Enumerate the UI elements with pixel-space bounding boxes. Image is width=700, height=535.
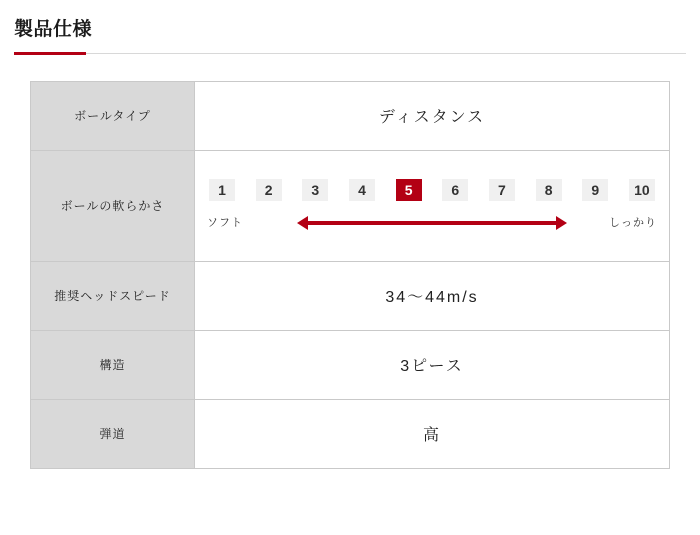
softness-legend xyxy=(205,211,659,233)
table-row xyxy=(31,150,670,261)
scale-number-5-selected: 5 xyxy=(396,179,422,201)
scale-number-8: 8 xyxy=(536,179,562,201)
softness-scale xyxy=(205,179,659,201)
arrow-right-head-icon xyxy=(556,216,567,230)
row-value-ball-type: ディスタンス xyxy=(195,81,670,150)
row-value-softness xyxy=(195,150,670,261)
table-row xyxy=(31,330,670,399)
arrow-line xyxy=(306,221,558,225)
scale-number-10: 10 xyxy=(629,179,655,201)
row-label-structure: 構造 xyxy=(31,330,195,399)
scale-number-4: 4 xyxy=(349,179,375,201)
scale-number-3: 3 xyxy=(302,179,328,201)
heading-divider xyxy=(14,52,686,55)
legend-soft: ソフト xyxy=(207,216,243,229)
page-heading xyxy=(0,0,700,55)
page-title: 製品仕様 xyxy=(14,19,93,40)
divider-line xyxy=(14,53,686,54)
row-label-softness: ボールの軟らかさ xyxy=(31,150,195,261)
scale-number-2: 2 xyxy=(256,179,282,201)
legend-firm: しっかり xyxy=(609,216,657,229)
row-value-head-speed: 34〜44m/s xyxy=(195,261,670,330)
scale-number-7: 7 xyxy=(489,179,515,201)
divider-accent xyxy=(14,52,86,55)
double-arrow-icon xyxy=(297,216,567,230)
spec-table-wrapper xyxy=(30,81,700,469)
table-row xyxy=(31,261,670,330)
row-label-trajectory: 弾道 xyxy=(31,399,195,468)
spec-table xyxy=(30,81,670,469)
row-label-head-speed: 推奨ヘッドスピード xyxy=(31,261,195,330)
table-row xyxy=(31,81,670,150)
table-row xyxy=(31,399,670,468)
row-value-trajectory: 高 xyxy=(195,399,670,468)
scale-number-1: 1 xyxy=(209,179,235,201)
scale-number-9: 9 xyxy=(582,179,608,201)
row-value-structure: 3ピース xyxy=(195,330,670,399)
row-label-ball-type: ボールタイプ xyxy=(31,81,195,150)
scale-number-6: 6 xyxy=(442,179,468,201)
